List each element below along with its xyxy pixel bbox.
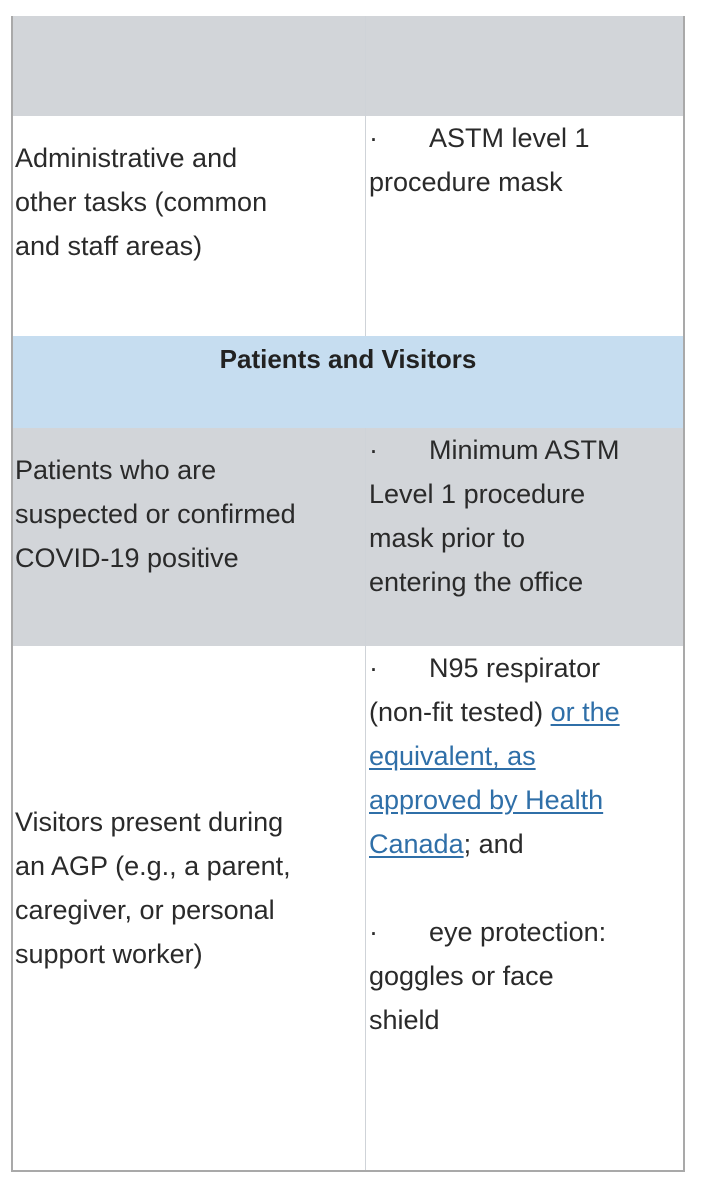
table-cell bbox=[13, 428, 366, 646]
text-line: ASTM level 1 bbox=[429, 123, 590, 153]
table-cell bbox=[366, 646, 683, 1170]
text-line: other tasks (common bbox=[15, 187, 268, 217]
ppe-table bbox=[11, 16, 685, 1172]
section-header-row bbox=[13, 336, 683, 428]
text-line: caregiver, or personal bbox=[15, 895, 275, 925]
table-row bbox=[13, 116, 683, 336]
table-cell bbox=[13, 16, 366, 116]
bullet: · bbox=[369, 917, 378, 947]
text-line: eye protection: bbox=[429, 917, 607, 947]
section-title: Patients and Visitors bbox=[219, 344, 477, 374]
bullet: · bbox=[369, 435, 378, 465]
text-line: Administrative and bbox=[15, 143, 238, 173]
table-row bbox=[13, 428, 683, 646]
table-cell bbox=[13, 116, 366, 336]
ppe-requirement bbox=[369, 116, 590, 204]
table-row bbox=[13, 646, 683, 1170]
ppe-requirement bbox=[369, 646, 620, 1042]
table-cell bbox=[366, 16, 683, 116]
text-line: mask prior to bbox=[369, 523, 526, 553]
health-canada-link[interactable]: or the bbox=[550, 697, 620, 727]
health-canada-link[interactable]: approved by Health bbox=[369, 785, 604, 815]
text-line: an AGP (e.g., a parent, bbox=[15, 851, 291, 881]
text-line: Level 1 procedure bbox=[369, 479, 586, 509]
ppe-requirement bbox=[369, 428, 620, 604]
text-line: shield bbox=[369, 1005, 440, 1035]
table-cell bbox=[366, 428, 683, 646]
task-label bbox=[15, 136, 267, 268]
text-line: and staff areas) bbox=[15, 231, 203, 261]
health-canada-link[interactable]: equivalent, as bbox=[369, 741, 536, 771]
text-line: goggles or face bbox=[369, 961, 554, 991]
text-line: procedure mask bbox=[369, 167, 563, 197]
text-line: entering the office bbox=[369, 567, 584, 597]
text-line: COVID-19 positive bbox=[15, 543, 239, 573]
text-line: support worker) bbox=[15, 939, 203, 969]
table-cell bbox=[366, 116, 683, 336]
text-line: (non-fit tested) bbox=[369, 697, 551, 727]
table-row bbox=[13, 16, 683, 116]
table-cell bbox=[13, 646, 366, 1170]
task-label bbox=[15, 448, 296, 580]
text-line: Minimum ASTM bbox=[429, 435, 620, 465]
bullet: · bbox=[369, 123, 378, 153]
task-label bbox=[15, 800, 291, 976]
text-line: N95 respirator bbox=[429, 653, 601, 683]
text-line: suspected or confirmed bbox=[15, 499, 296, 529]
text-line: ; and bbox=[463, 829, 524, 859]
text-line: Patients who are bbox=[15, 455, 217, 485]
bullet: · bbox=[369, 653, 378, 683]
text-line: Visitors present during bbox=[15, 807, 284, 837]
health-canada-link[interactable]: Canada bbox=[369, 829, 464, 859]
